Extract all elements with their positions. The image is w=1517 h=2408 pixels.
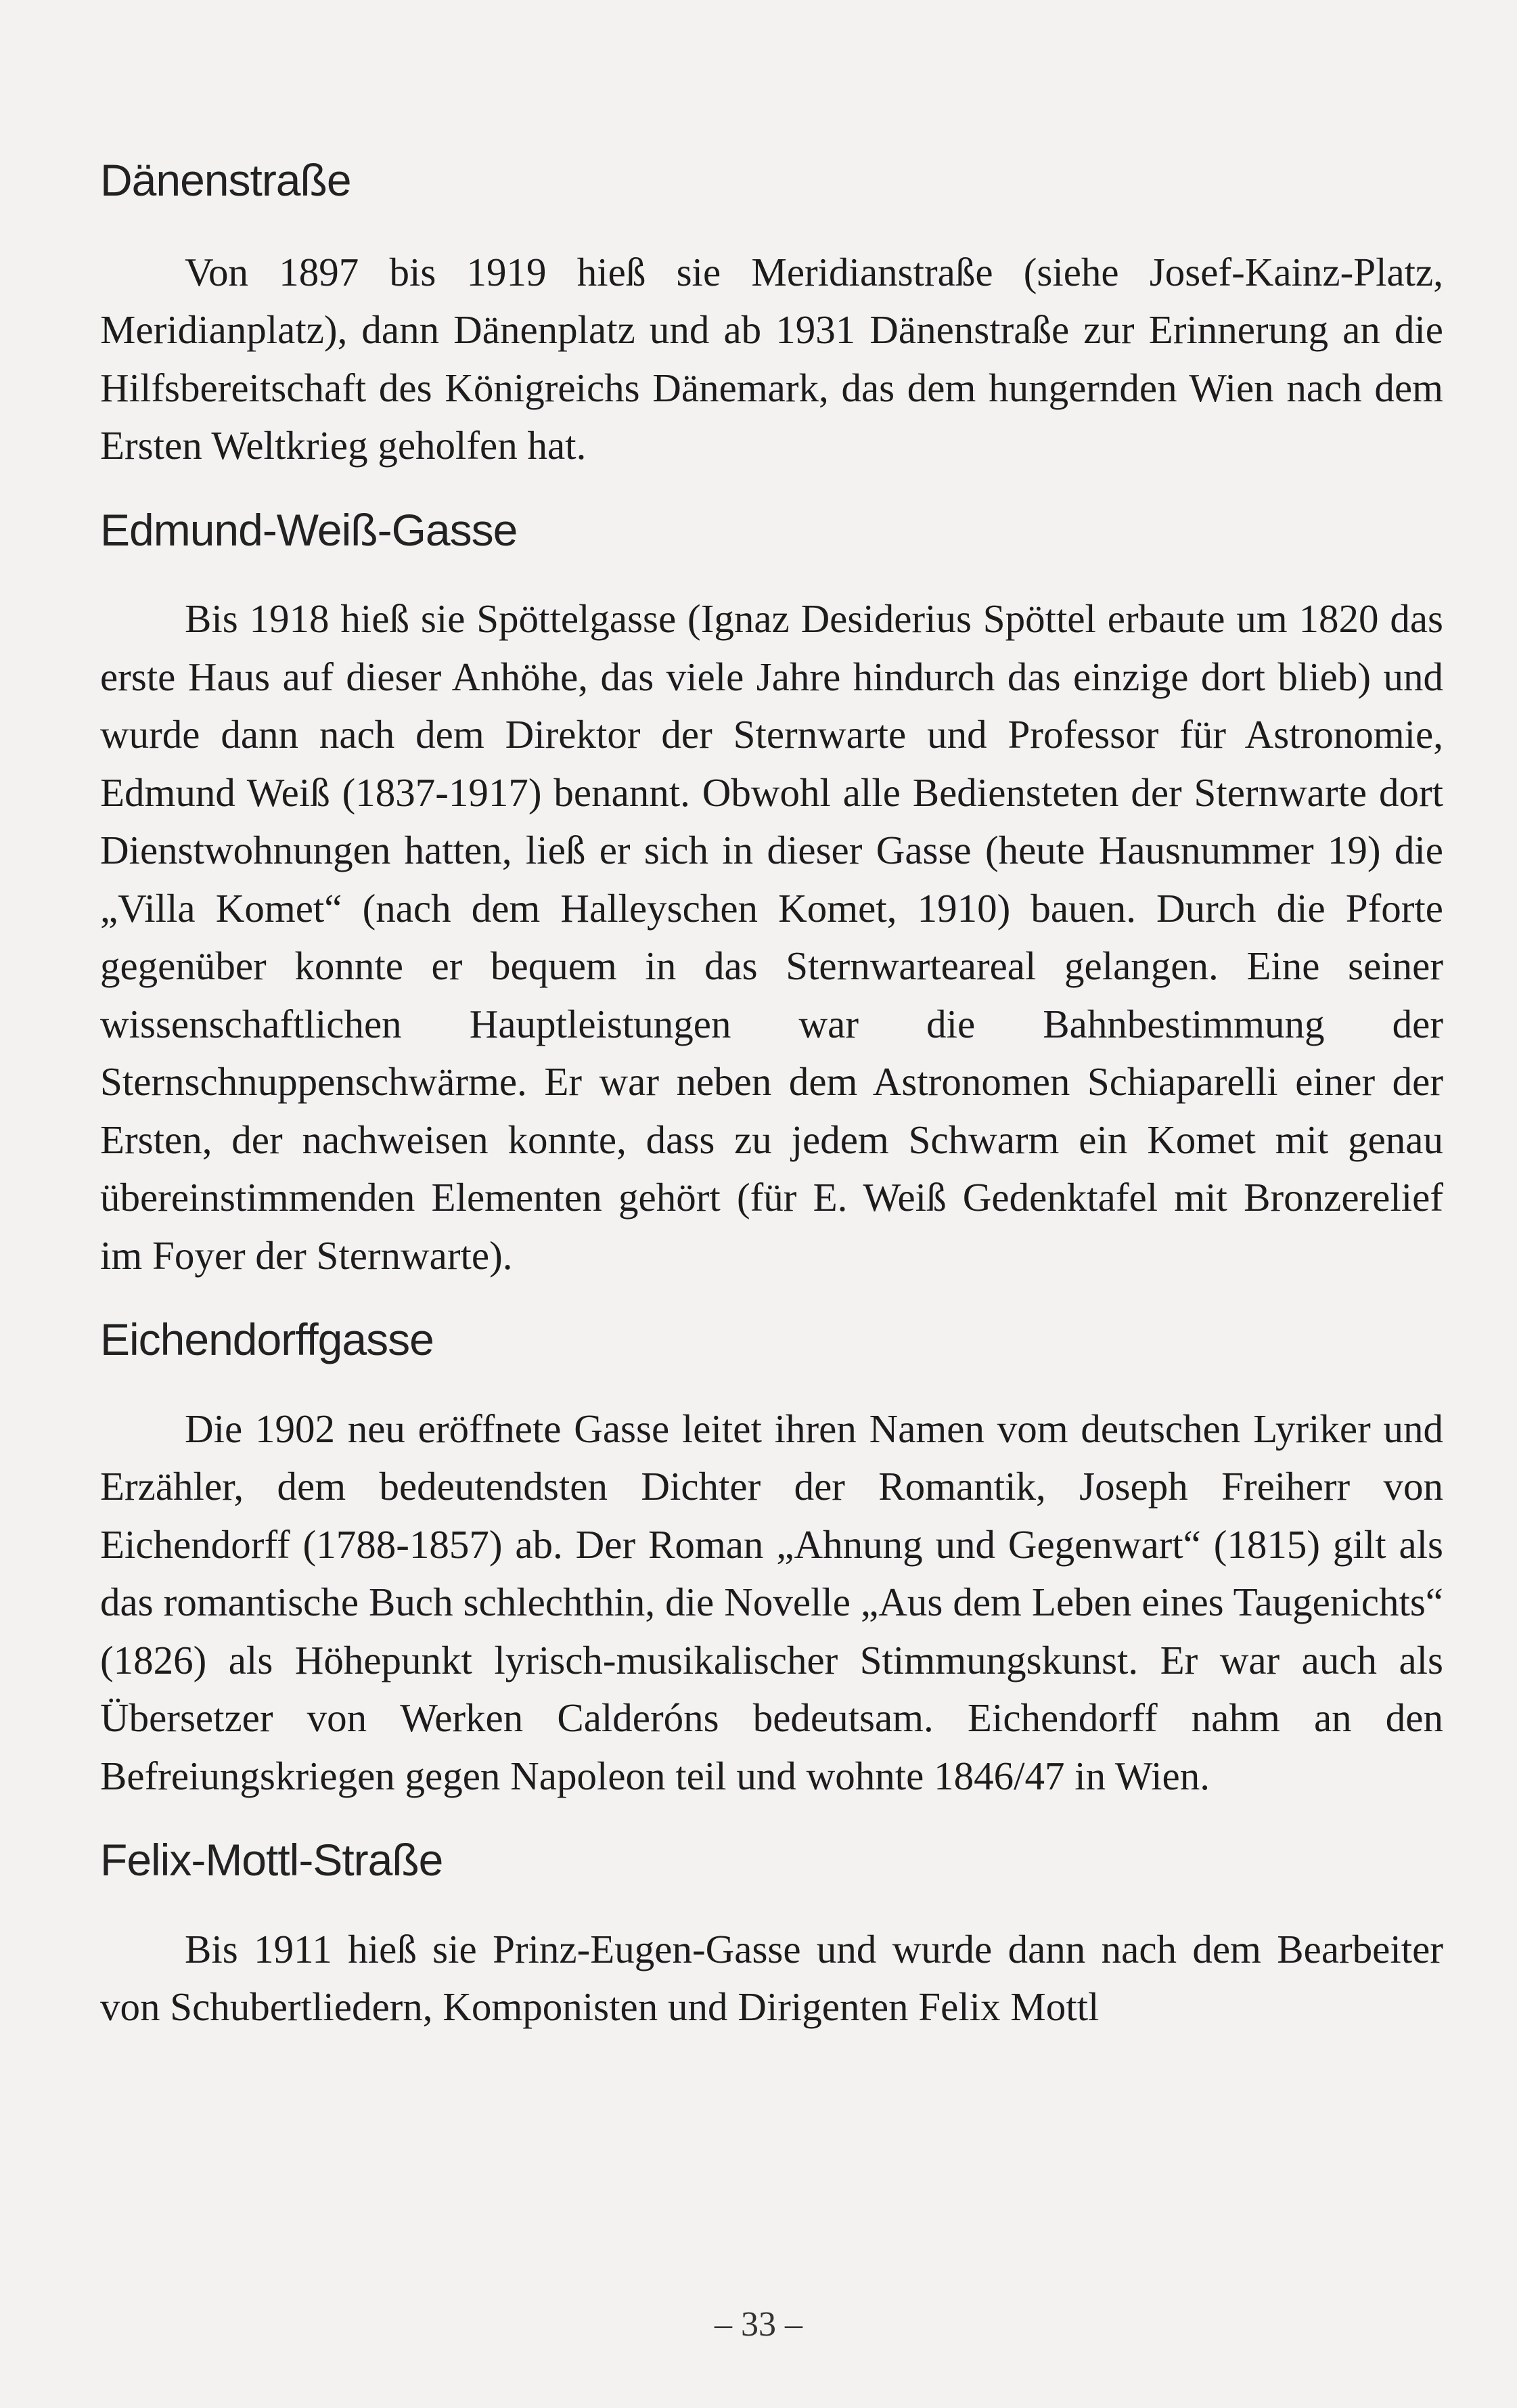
section-felix-mottl-strasse	[100, 1832, 1443, 2036]
section-daenenstrasse	[100, 152, 1443, 475]
section-body: Von 1897 bis 1919 hieß sie Meridianstraße (siehe Josef-Kainz-Platz, Meridianplatz), dann Dänenplatz und ab 1931 Dänenstraße zur Erinnerung an die Hilfsbereitschaft des Königreichs Dänemark, das dem hungernden Wien nach dem Ersten Weltkrieg geholfen hat.	[100, 249, 1443, 468]
section-eichendorffgasse	[100, 1312, 1443, 1805]
section-heading: Edmund-Weiß-Gasse	[100, 504, 518, 555]
section-edmund-weiss-gasse	[100, 502, 1443, 1285]
page-number: – 33 –	[715, 2305, 802, 2344]
section-body: Bis 1918 hieß sie Spöttelgasse (Ignaz Desiderius Spöttel erbaute um 1820 das erste Haus auf dieser Anhöhe, das viele Jahre hindurch das einzige dort blieb) und wurde dann nach dem Direktor der Sternwarte und Professor für Astronomie, Edmund Weiß (1837-1917) benannt. Obwohl alle Bediensteten der Sternwarte dort Dienstwohnungen hatten, ließ er sich in dieser Gasse (heute Hausnummer 19) die „Villa Komet“ (nach dem Halleyschen Komet, 1910) bauen. Durch die Pforte gegenüber konnte er bequem in das Sternwarteareal gelangen. Eine seiner wissenschaftlichen Hauptleistungen war die Bahnbestimmung der Sternschnuppenschwärme. Er war neben dem Astronomen Schiaparelli einer der Ersten, der nachweisen konnte, dass zu jedem Schwarm ein Komet mit genau übereinstimmenden Elementen gehört (für E. Weiß Gedenktafel mit Bronzerelief im Foyer der Sternwarte).	[100, 596, 1443, 1278]
section-body: Die 1902 neu eröffnete Gasse leitet ihren Namen vom deutschen Lyriker und Erzähler, dem bedeutendsten Dichter der Romantik, Joseph Freiherr von Eichendorff (1788-1857) ab. Der Roman „Ahnung und Gegenwart“ (1815) gilt als das romantische Buch schlechthin, die Novelle „Aus dem Leben eines Taugenichts“ (1826) als Höhepunkt lyrisch-musikalischer Stimmungskunst. Er war auch als Übersetzer von Werken Calderóns bedeutsam. Eichendorff nahm an den Befreiungskriegen gegen Napoleon teil und wohnte 1846/47 in Wien.	[100, 1406, 1443, 1798]
section-body: Bis 1911 hieß sie Prinz-Eugen-Gasse und wurde dann nach dem Bearbeiter von Schubertliedern, Komponisten und Dirigenten Felix Mottl	[100, 1926, 1443, 2029]
section-heading: Felix-Mottl-Straße	[100, 1835, 443, 1885]
book-page	[100, 152, 1443, 2036]
section-heading: Eichendorffgasse	[100, 1314, 434, 1364]
section-heading: Dänenstraße	[100, 155, 351, 205]
